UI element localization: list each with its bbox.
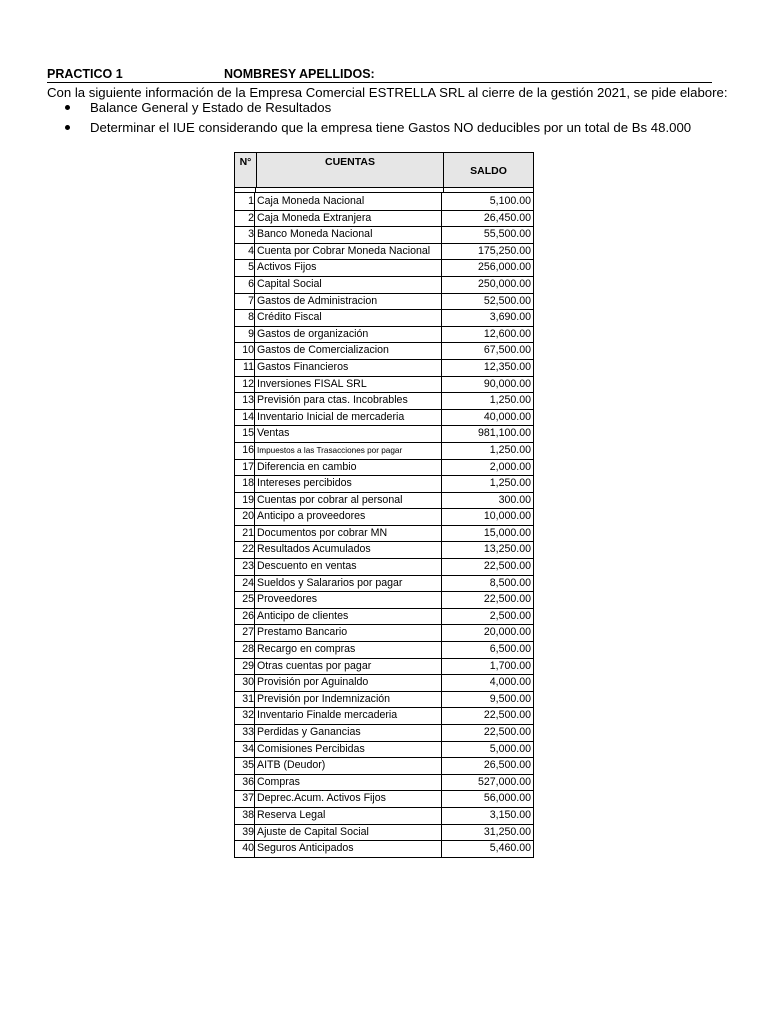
account-name: Inventario Finalde mercaderia <box>257 708 442 724</box>
account-balance: 22,500.00 <box>483 593 531 606</box>
account-balance: 22,500.00 <box>483 726 531 738</box>
account-name: Resultados Acumulados <box>257 542 442 558</box>
row-number: 29 <box>235 659 255 675</box>
account-balance: 40,000.00 <box>483 410 531 423</box>
account-name: Cuenta por Cobrar Moneda Nacional <box>257 244 442 260</box>
table-row <box>235 575 533 592</box>
table-row <box>235 658 533 675</box>
row-number: 40 <box>235 841 255 857</box>
practice-title: PRACTICO 1 <box>47 67 123 81</box>
account-name: Diferencia en cambio <box>257 460 442 476</box>
table-row <box>235 492 533 509</box>
row-number: 10 <box>235 343 255 359</box>
table-row <box>235 342 533 359</box>
row-number: 32 <box>235 708 255 724</box>
account-balance: 15,000.00 <box>483 526 531 539</box>
table-row <box>235 309 533 326</box>
task-item <box>62 99 691 119</box>
account-balance: 1,250.00 <box>489 394 531 407</box>
account-balance: 981,100.00 <box>477 427 531 440</box>
account-balance: 2,000.00 <box>489 460 531 473</box>
table-row <box>235 459 533 476</box>
account-name: Gastos de Comercializacion <box>257 343 442 359</box>
table-row <box>235 259 533 276</box>
account-name: Previsión por Indemnización <box>257 692 442 708</box>
table-row <box>235 276 533 293</box>
row-number: 21 <box>235 526 255 542</box>
account-balance: 26,500.00 <box>483 759 531 772</box>
account-name: Gastos de organización <box>257 327 442 343</box>
row-number: 27 <box>235 625 255 641</box>
account-name: Comisiones Percibidas <box>257 742 442 758</box>
row-number: 31 <box>235 692 255 708</box>
account-balance: 527,000.00 <box>477 775 531 788</box>
row-number: 3 <box>235 227 255 243</box>
table-row <box>235 608 533 625</box>
account-name: Otras cuentas por pagar <box>257 659 442 675</box>
account-balance: 4,000.00 <box>489 676 531 689</box>
account-balance: 5,100.00 <box>489 195 531 207</box>
table-row <box>235 392 533 409</box>
row-number: 14 <box>235 410 255 426</box>
account-name: Inventario Inicial de mercaderia <box>257 410 442 426</box>
account-name: Impuestos a las Trasacciones por pagar <box>257 443 442 459</box>
row-number: 13 <box>235 393 255 409</box>
account-balance: 52,500.00 <box>483 294 531 307</box>
table-row <box>235 558 533 575</box>
account-name: Anticipo a proveedores <box>257 509 442 525</box>
table-row <box>235 757 533 774</box>
account-name: Perdidas y Ganancias <box>257 725 442 741</box>
account-balance: 6,500.00 <box>489 643 531 656</box>
row-number: 12 <box>235 377 255 393</box>
task-item <box>62 119 691 139</box>
accounts-table <box>234 152 534 858</box>
account-balance: 20,000.00 <box>483 626 531 639</box>
table-row <box>235 774 533 791</box>
account-balance: 22,500.00 <box>483 560 531 573</box>
account-name: Caja Moneda Extranjera <box>257 211 442 227</box>
account-name: Prestamo Bancario <box>257 625 442 641</box>
account-name: Intereses percibidos <box>257 476 442 492</box>
task-list <box>62 99 691 139</box>
account-balance: 90,000.00 <box>483 377 531 390</box>
column-header-accounts: CUENTAS <box>257 153 444 187</box>
row-number: 28 <box>235 642 255 658</box>
account-balance: 3,150.00 <box>489 808 531 821</box>
account-name: Caja Moneda Nacional <box>257 193 442 210</box>
row-number: 36 <box>235 775 255 791</box>
row-number: 35 <box>235 758 255 774</box>
table-row <box>235 691 533 708</box>
row-number: 16 <box>235 443 255 459</box>
table-row <box>235 475 533 492</box>
column-header-balance: SALDO <box>470 165 507 177</box>
account-name: Proveedores <box>257 592 442 608</box>
table-row <box>235 641 533 658</box>
account-name: Inversiones FISAL SRL <box>257 377 442 393</box>
table-row <box>235 674 533 691</box>
table-row <box>235 807 533 824</box>
account-name: Gastos de Administracion <box>257 294 442 310</box>
row-number: 22 <box>235 542 255 558</box>
account-name: Provisión por Aguinaldo <box>257 675 442 691</box>
account-name: Sueldos y Salararios por pagar <box>257 576 442 592</box>
row-number: 6 <box>235 277 255 293</box>
table-row <box>235 376 533 393</box>
row-number: 33 <box>235 725 255 741</box>
account-name: Anticipo de clientes <box>257 609 442 625</box>
table-row <box>235 409 533 426</box>
account-balance: 300.00 <box>498 493 531 506</box>
account-balance: 1,250.00 <box>489 443 531 456</box>
bullet-icon <box>65 125 70 130</box>
bullet-icon <box>65 105 70 110</box>
table-row <box>235 243 533 260</box>
account-name: Crédito Fiscal <box>257 310 442 326</box>
row-number: 37 <box>235 791 255 807</box>
account-name: Seguros Anticipados <box>257 841 442 857</box>
table-row <box>235 442 533 459</box>
table-row <box>235 293 533 310</box>
table-row <box>235 508 533 525</box>
row-number: 5 <box>235 260 255 276</box>
account-balance: 5,460.00 <box>489 842 531 855</box>
row-number: 8 <box>235 310 255 326</box>
row-number: 26 <box>235 609 255 625</box>
column-header-number: N° <box>235 153 257 187</box>
table-row <box>235 741 533 758</box>
row-number: 24 <box>235 576 255 592</box>
row-number: 2 <box>235 211 255 227</box>
intro-text: Con la siguiente información de la Empresa Comercial ESTRELLA SRL al cierre de la gestión 2021, se pide elabore: <box>47 85 728 100</box>
account-name: Cuentas por cobrar al personal <box>257 493 442 509</box>
table-row <box>235 591 533 608</box>
table-row <box>235 326 533 343</box>
account-name: Reserva Legal <box>257 808 442 824</box>
account-balance: 10,000.00 <box>483 510 531 523</box>
account-balance: 12,600.00 <box>483 327 531 340</box>
row-number: 25 <box>235 592 255 608</box>
account-name: Recargo en compras <box>257 642 442 658</box>
table-body <box>235 193 533 857</box>
row-number: 23 <box>235 559 255 575</box>
account-balance: 250,000.00 <box>477 277 531 290</box>
names-field-label: NOMBRESY APELLIDOS: <box>224 67 375 81</box>
account-name: Ajuste de Capital Social <box>257 825 442 841</box>
row-number: 11 <box>235 360 255 376</box>
account-balance: 2,500.00 <box>489 609 531 622</box>
table-row <box>235 359 533 376</box>
table-row <box>235 425 533 442</box>
table-row <box>235 724 533 741</box>
table-row <box>235 541 533 558</box>
document-header <box>47 67 712 83</box>
table-row <box>235 226 533 243</box>
row-number: 19 <box>235 493 255 509</box>
account-name: Descuento en ventas <box>257 559 442 575</box>
row-number: 20 <box>235 509 255 525</box>
row-number: 4 <box>235 244 255 260</box>
account-name: Activos Fijos <box>257 260 442 276</box>
table-row <box>235 840 533 857</box>
row-number: 7 <box>235 294 255 310</box>
table-row <box>235 790 533 807</box>
table-row <box>235 193 533 210</box>
account-balance: 175,250.00 <box>477 244 531 257</box>
row-number: 9 <box>235 327 255 343</box>
row-number: 39 <box>235 825 255 841</box>
account-name: Banco Moneda Nacional <box>257 227 442 243</box>
account-balance: 67,500.00 <box>483 344 531 357</box>
account-balance: 9,500.00 <box>489 692 531 705</box>
account-balance: 256,000.00 <box>477 261 531 274</box>
account-balance: 12,350.00 <box>483 360 531 373</box>
account-balance: 5,000.00 <box>489 742 531 755</box>
row-number: 17 <box>235 460 255 476</box>
account-name: Ventas <box>257 426 442 442</box>
account-name: Capital Social <box>257 277 442 293</box>
table-row <box>235 707 533 724</box>
row-number: 1 <box>235 193 255 210</box>
account-name: Documentos por cobrar MN <box>257 526 442 542</box>
row-number: 38 <box>235 808 255 824</box>
account-name: Compras <box>257 775 442 791</box>
account-balance: 56,000.00 <box>483 792 531 805</box>
account-balance: 8,500.00 <box>489 576 531 589</box>
account-name: Previsión para ctas. Incobrables <box>257 393 442 409</box>
task-text: Determinar el IUE considerando que la empresa tiene Gastos NO deducibles por un total de Bs 48.000 <box>90 120 692 135</box>
table-row <box>235 525 533 542</box>
row-number: 34 <box>235 742 255 758</box>
row-number: 30 <box>235 675 255 691</box>
row-number: 18 <box>235 476 255 492</box>
row-number: 15 <box>235 426 255 442</box>
account-balance: 1,250.00 <box>489 477 531 490</box>
table-row <box>235 824 533 841</box>
account-name: Gastos Financieros <box>257 360 442 376</box>
account-balance: 26,450.00 <box>483 211 531 224</box>
account-name: Deprec.Acum. Activos Fijos <box>257 791 442 807</box>
account-balance: 31,250.00 <box>483 825 531 838</box>
account-balance: 3,690.00 <box>489 311 531 324</box>
task-text: Balance General y Estado de Resultados <box>90 100 332 115</box>
account-balance: 22,500.00 <box>483 709 531 722</box>
table-header <box>235 153 533 188</box>
account-balance: 55,500.00 <box>483 228 531 241</box>
table-row <box>235 624 533 641</box>
account-balance: 13,250.00 <box>483 543 531 556</box>
table-row <box>235 210 533 227</box>
account-name: AITB (Deudor) <box>257 758 442 774</box>
account-balance: 1,700.00 <box>489 659 531 672</box>
